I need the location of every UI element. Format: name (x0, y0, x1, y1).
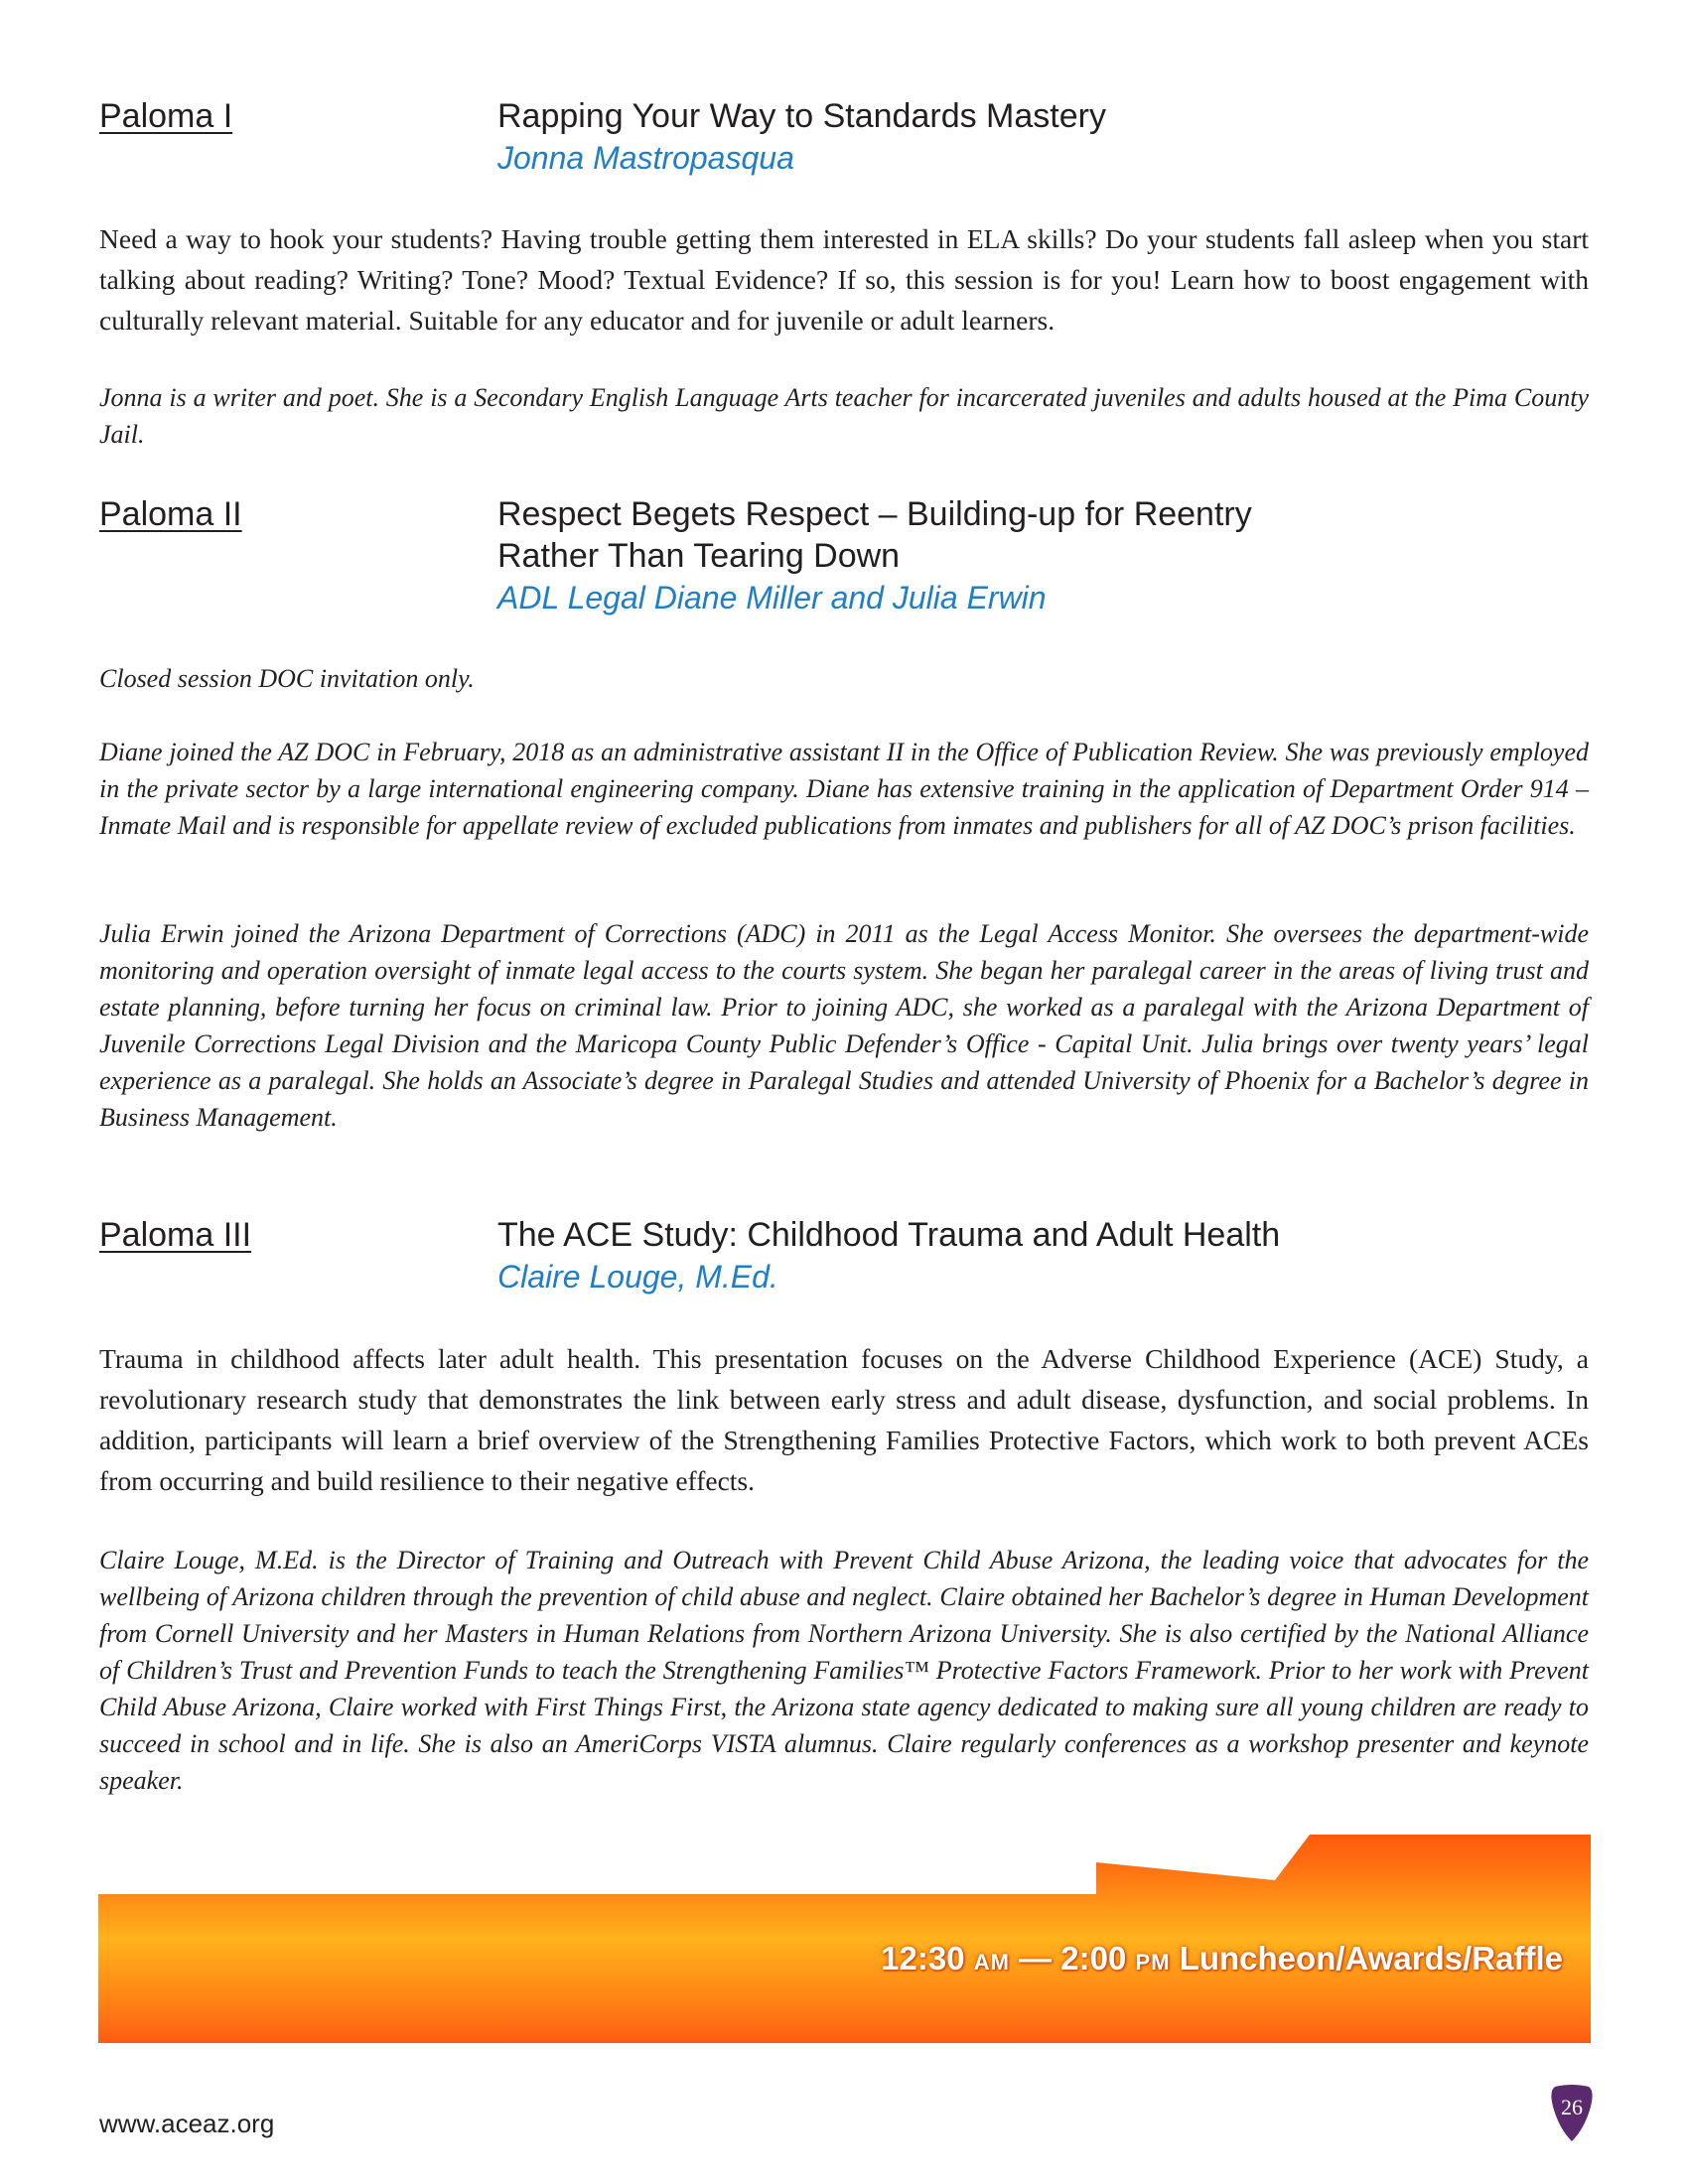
end-ampm: PM (1135, 1950, 1171, 1975)
speaker-bio: Diane joined the AZ DOC in February, 2018 as an administrative assistant II in the Office of Publication Review. She was previously employed in the private sector by a large international engineering company. Diane has extensive training in the application of Department Order 914 – Inmate Mail and is responsible for appellate review of excluded publications from inmates and publishers for all of AZ DOC’s prison facilities. (99, 738, 1589, 840)
event-name: Luncheon/Awards/Raffle (1179, 1940, 1563, 1977)
footer-url: www.aceaz.org (99, 2109, 275, 2138)
session-note: Closed session DOC invitation only. (99, 664, 475, 693)
speaker-name: Claire Louge, M.Ed. (497, 1259, 778, 1295)
luncheon-time-text (881, 1940, 1563, 1978)
session-title (497, 1214, 1490, 1297)
end-time: 2:00 (1060, 1940, 1127, 1977)
speaker-bio: Jonna is a writer and poet. She is a Secondary English Language Arts teacher for incarcerated juveniles and adults housed at the Pima County Jail. (99, 383, 1589, 449)
start-time: 12:30 (881, 1940, 965, 1977)
session-description: Need a way to hook your students? Having trouble getting them interested in ELA skills? Do your students fall asleep when you start talking about reading? Writing? Tone? Mood? Textual Evidence? If so, this session is for you! Learn how to boost engagement with culturally relevant material. Suitable for any educator and for juvenile or adult learners. (99, 223, 1589, 336)
session-title-line: The ACE Study: Childhood Trauma and Adult Health (497, 1216, 1281, 1254)
session-title (497, 95, 1490, 179)
speaker-name: ADL Legal Diane Miller and Julia Erwin (497, 580, 1047, 615)
session-title-line: Rather Than Tearing Down (497, 537, 901, 575)
time-separator: — (1019, 1940, 1053, 1977)
room-label: Paloma I (99, 97, 233, 135)
session-title (497, 493, 1490, 618)
start-ampm: AM (973, 1950, 1010, 1975)
session-title-line: Respect Begets Respect – Building-up for Reentry (497, 495, 1252, 533)
room-label: Paloma II (99, 495, 242, 533)
session-title-line: Rapping Your Way to Standards Mastery (497, 97, 1106, 135)
room-label: Paloma III (99, 1216, 252, 1254)
speaker-bio: Claire Louge, M.Ed. is the Director of Training and Outreach with Prevent Child Abuse Arizona, the leading voice that advocates for the wellbeing of Arizona children through the prevention of child abuse and neglect. Claire obtained her Bachelor’s degree in Human Development from Cornell University and her Masters in Human Relations from Northern Arizona University. She is also certified by the National Alliance of Children’s Trust and Prevention Funds to teach the Strengthening Families™ Protective Factors Framework. Prior to her work with Prevent Child Abuse Arizona, Claire worked with First Things First, the Arizona state agency dedicated to making sure all young children are ready to succeed in school and in life. She is also an AmeriCorps VISTA alumnus. Claire regularly conferences as a workshop presenter and keynote speaker. (99, 1546, 1589, 1795)
speaker-bio: Julia Erwin joined the Arizona Department of Corrections (ADC) in 2011 as the Legal Access Monitor. She oversees the department-wide monitoring and operation oversight of inmate legal access to the courts system. She began her paralegal career in the areas of living trust and estate planning, before turning her focus on criminal law. Prior to joining ADC, she worked as a paralegal with the Arizona Department of Juvenile Corrections Legal Division and the Maricopa County Public Defender’s Office - Capital Unit. Julia brings over twenty years’ legal experience as a paralegal. She holds an Associate’s degree in Paralegal Studies and attended University of Phoenix for a Bachelor’s degree in Business Management. (99, 919, 1589, 1132)
speaker-name: Jonna Mastropasqua (497, 140, 794, 176)
session-description: Trauma in childhood affects later adult health. This presentation focuses on the Adverse Childhood Experience (ACE) Study, a revolutionary research study that demonstrates the link between early stress and adult disease, dysfunction, and social problems. In addition, participants will learn a brief overview of the Strengthening Families Protective Factors, which work to both prevent ACEs from occurring and build resilience to their negative effects. (99, 1343, 1589, 1496)
luncheon-banner (98, 1835, 1591, 2043)
page-number: 26 (1561, 2095, 1583, 2119)
banner-shape (98, 1835, 1591, 2043)
